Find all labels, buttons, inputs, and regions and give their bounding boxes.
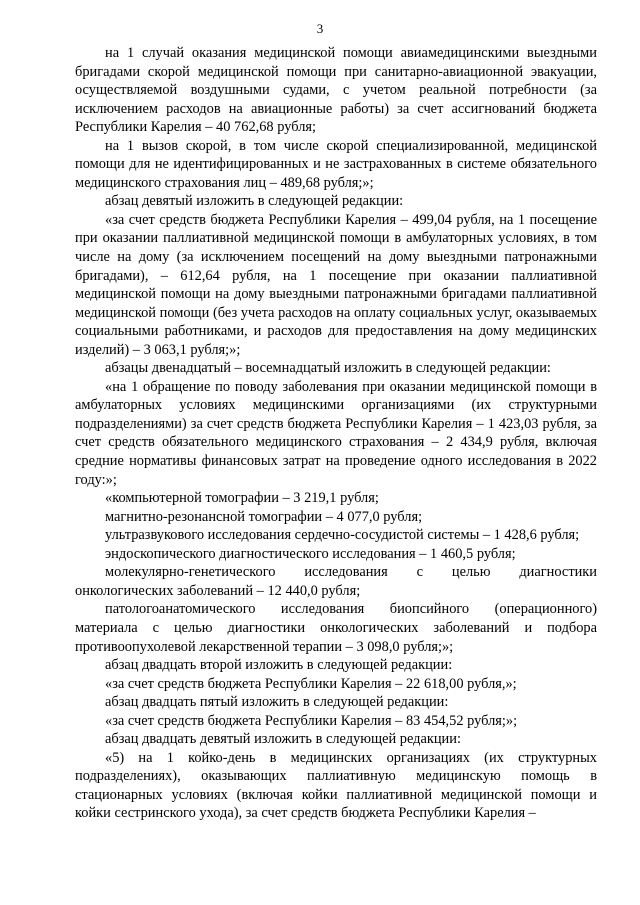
paragraph-amendment-twenty-fifth: абзац двадцать пятый изложить в следующей редакции: xyxy=(105,694,449,711)
paragraph-amendment-twelfth-eighteenth: абзацы двенадцатый – восемнадцатый изложить в следующей редакции: xyxy=(105,360,551,377)
document-body xyxy=(75,44,597,823)
paragraph-endoscopy-rate: эндоскопического диагностического исследования – 1 460,5 рубля; xyxy=(105,545,516,562)
paragraph-ambulance-call-rate: на 1 вызов скорой, в том числе скорой специализированной, медицинской помощи для не идентифицированных и не застрахованных в системе обязательного медицинского страхования лиц – 489,68 рубля;»; xyxy=(75,137,597,191)
paragraph-air-ambulance-rate: на 1 случай оказания медицинской помощи авиамедицинскими выездными бригадами скорой медицинской помощи при санитарно-авиационной эвакуации, осуществляемой воздушными судами, с учетом реальной потребности (за исключением расходов на авиационные работы) за счет ассигнований бюджета Республики Карелия – 40 762,68 рубля; xyxy=(75,45,597,136)
paragraph-twenty-fifth-text: «за счет средств бюджета Республики Карелия – 83 454,52 рубля;»; xyxy=(105,712,518,729)
paragraph-amendment-ninth: абзац девятый изложить в следующей редакции: xyxy=(105,193,404,210)
page-number: 3 xyxy=(316,21,324,36)
paragraph-ct-rate: «компьютерной томографии – 3 219,1 рубля; xyxy=(105,490,379,507)
paragraph-bed-day-rate: «5) на 1 койко-день в медицинских организациях (их структурных подразделениях), оказывающих паллиативную медицинскую помощь в стационарных условиях (включая койки паллиативной медицинской помощи и койки сестринского ухода), за счет средств бюджета Республики Карелия – xyxy=(75,749,597,822)
paragraph-amendment-twenty-ninth: абзац двадцать девятый изложить в следующей редакции: xyxy=(105,731,461,748)
paragraph-mri-rate: магнитно-резонансной томографии – 4 077,0 рубля; xyxy=(105,508,423,525)
paragraph-ultrasound-rate: ультразвукового исследования сердечно-сосудистой системы – 1 428,6 рубля; xyxy=(105,527,580,544)
paragraph-outpatient-appeal: «на 1 обращение по поводу заболевания при оказании медицинской помощи в амбулаторных условиях медицинскими организациями (их структурными подразделениями) за счет средств бюджета Республики Карелия – 1 423,03 рубля, за счет средств обязательного медицинского страхования – 2 434,9 рубля, включая средние нормативы финансовых затрат на проведение одного исследования в 2022 году:»; xyxy=(75,378,597,488)
paragraph-molecular-genetic-rate: молекулярно-генетического исследования с целью диагностики онкологических заболеваний – 12 440,0 рубля; xyxy=(75,564,597,599)
paragraph-twenty-second-text: «за счет средств бюджета Республики Карелия – 22 618,00 рубля,»; xyxy=(105,675,517,692)
paragraph-pathology-rate: патологоанатомического исследования биопсийного (операционного) материала с целью диагностики онкологических заболеваний и подбора противоопухолевой лекарственной терапии – 3 098,0 рубля;»; xyxy=(75,601,597,655)
paragraph-palliative-visits: «за счет средств бюджета Республики Карелия – 499,04 рубля, на 1 посещение при оказании паллиативной медицинской помощи в амбулаторных условиях, в том числе на дому (за исключением посещений на дому выездными патронажными бригадами), – 612,64 рубля, на 1 посещение при оказании паллиативной медицинской помощи на дому выездными патронажными бригадами паллиативной медицинской помощи (без учета расходов на оплату социальных услуг, оказываемых социальными работниками, и расходов для предоставления на дому медицинских изделий) – 3 063,1 рубля;»; xyxy=(75,211,597,358)
paragraph-amendment-twenty-second: абзац двадцать второй изложить в следующей редакции: xyxy=(105,657,453,674)
